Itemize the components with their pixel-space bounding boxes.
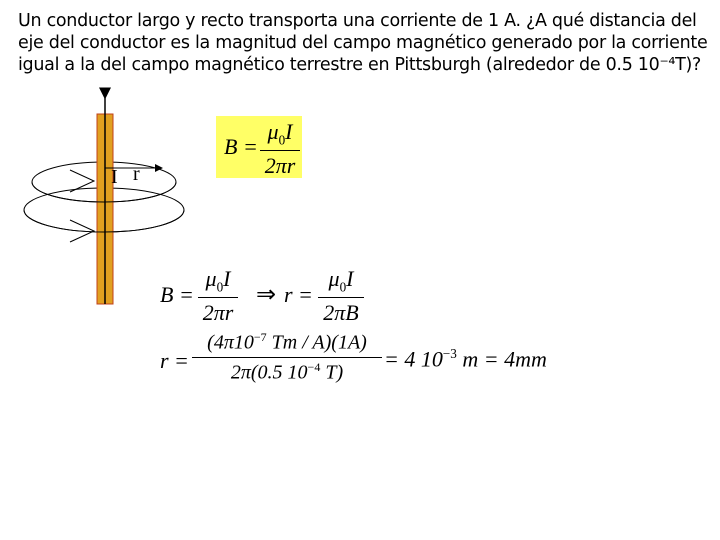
- eq3-den-rest: T): [320, 361, 344, 384]
- eq3-result-rest: m = 4mm: [456, 346, 547, 372]
- formula-den: 2πr: [264, 153, 296, 179]
- eq1-fraction: [198, 266, 238, 326]
- biot-savart-formula-box: [216, 116, 302, 178]
- radius-label: r: [133, 163, 140, 185]
- eq2-lhs: r =: [284, 282, 313, 307]
- eq1-num-sub: 0: [216, 279, 224, 295]
- eq2-den: 2πB: [323, 300, 359, 326]
- formula-num-sub: 0: [278, 132, 286, 148]
- eq3-lhs: r =: [160, 348, 189, 373]
- problem-line-2: eje del conductor es la magnitud del campo magnético generado por la corriente: [18, 33, 708, 53]
- eq3-result-base: = 4 10: [384, 346, 443, 372]
- eq2-num-mu: μ: [328, 266, 340, 291]
- eq3-fraction: [192, 330, 382, 384]
- eq3-den-exp: −4: [307, 359, 321, 374]
- current-label: I: [111, 166, 118, 188]
- formula-num-i: I: [285, 119, 293, 144]
- implies-arrow: ⇒: [256, 280, 277, 308]
- formula-lhs: B =: [224, 134, 258, 159]
- eq3-result: [384, 346, 547, 372]
- eq1-den: 2πr: [202, 300, 234, 326]
- eq3-num-exp: −7: [253, 330, 267, 344]
- eq3-den: 2π(0.5 10: [230, 361, 308, 384]
- formula-num-mu: μ: [267, 119, 279, 144]
- eq3-num: (4π10: [207, 331, 254, 354]
- eq3-result-exp: −3: [442, 346, 457, 361]
- problem-line-3: igual a la del campo magnético terrestre en Pittsburgh (alrededor de 0.5 10⁻⁴T)?: [18, 55, 702, 75]
- eq2-fraction: [318, 266, 364, 326]
- problem-line-1: Un conductor largo y recto transporta una corriente de 1 A. ¿A qué distancia del: [18, 11, 697, 31]
- eq2-num-i: I: [346, 266, 354, 291]
- formula-fraction: [260, 119, 300, 179]
- eq1-num-mu: μ: [205, 266, 217, 291]
- eq2-num-sub: 0: [339, 279, 347, 295]
- eq3-num-rest: Tm / A)(1A): [266, 331, 367, 354]
- eq1-num-i: I: [223, 266, 231, 291]
- eq1-lhs: B =: [160, 282, 194, 307]
